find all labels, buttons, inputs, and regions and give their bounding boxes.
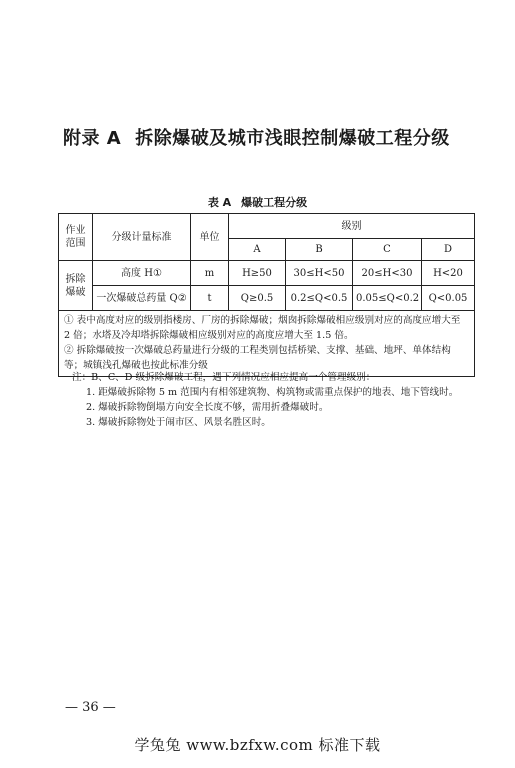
watermark-text: 学兔兔 www.bzfxw.com 标准下载 xyxy=(134,736,381,754)
row-value-b: 0.2≤Q<0.5 xyxy=(286,286,353,311)
appendix-title: 拆除爆破及城市浅眼控制爆破工程分级 xyxy=(135,128,450,149)
page-number: — 36 — xyxy=(65,700,116,715)
header-unit: 单位 xyxy=(191,214,229,261)
header-work-scope: 作业范围 xyxy=(59,214,93,261)
table-caption xyxy=(0,194,515,210)
appendix-heading xyxy=(63,124,483,150)
table-caption-title: 爆破工程分级 xyxy=(241,196,308,209)
table-row xyxy=(59,286,475,311)
header-grade-a: A xyxy=(229,239,286,261)
appendix-label: 附录 A xyxy=(63,128,122,149)
table-caption-number: 表 A xyxy=(207,196,232,209)
table-notes xyxy=(59,311,475,377)
header-grade-d: D xyxy=(422,239,475,261)
remarks xyxy=(72,370,462,430)
row-value-d: Q<0.05 xyxy=(422,286,475,311)
table-notes-row xyxy=(59,311,475,377)
row-unit: m xyxy=(191,261,229,286)
remarks-item: 2. 爆破拆除物倒塌方向安全长度不够，需用折叠爆破时。 xyxy=(86,402,329,413)
row-criterion: 高度 H① xyxy=(93,261,191,286)
table-row xyxy=(59,261,475,286)
blasting-grade-table xyxy=(58,213,475,377)
table-header-row xyxy=(59,214,475,239)
category-cell: 拆除爆破 xyxy=(59,261,93,311)
row-value-d: H<20 xyxy=(422,261,475,286)
row-value-c: 0.05≤Q<0.2 xyxy=(353,286,422,311)
header-grade-c: C xyxy=(353,239,422,261)
table-note: ② 拆除爆破按一次爆破总药量进行分级的工程类别包括桥梁、支撑、基础、地坪、单体结构等；城镇浅孔爆破也按此标准分级 xyxy=(64,344,451,371)
row-unit: t xyxy=(191,286,229,311)
remarks-item: 1. 距爆破拆除物 5 m 范围内有相邻建筑物、构筑物或需重点保护的地表、地下管线时。 xyxy=(86,387,459,398)
header-grade: 级别 xyxy=(229,214,475,239)
header-grade-b: B xyxy=(286,239,353,261)
header-criterion: 分级计量标准 xyxy=(93,214,191,261)
row-value-c: 20≤H<30 xyxy=(353,261,422,286)
row-criterion: 一次爆破总药量 Q② xyxy=(93,286,191,311)
row-value-a: H≥50 xyxy=(229,261,286,286)
row-value-a: Q≥0.5 xyxy=(229,286,286,311)
remarks-intro: 注：B、C、D 级拆除爆破工程，遇下列情况应相应提高一个管理级别： xyxy=(72,372,376,383)
remarks-item: 3. 爆破拆除物处于闹市区、风景名胜区时。 xyxy=(86,417,271,428)
row-value-b: 30≤H<50 xyxy=(286,261,353,286)
table-note: ① 表中高度对应的级别指楼房、厂房的拆除爆破；烟囱拆除爆破相应级别对应的高度应增大至 2 倍；水塔及冷却塔拆除爆破相应级别对应的高度应增大至 1.5 倍。 xyxy=(64,315,461,341)
